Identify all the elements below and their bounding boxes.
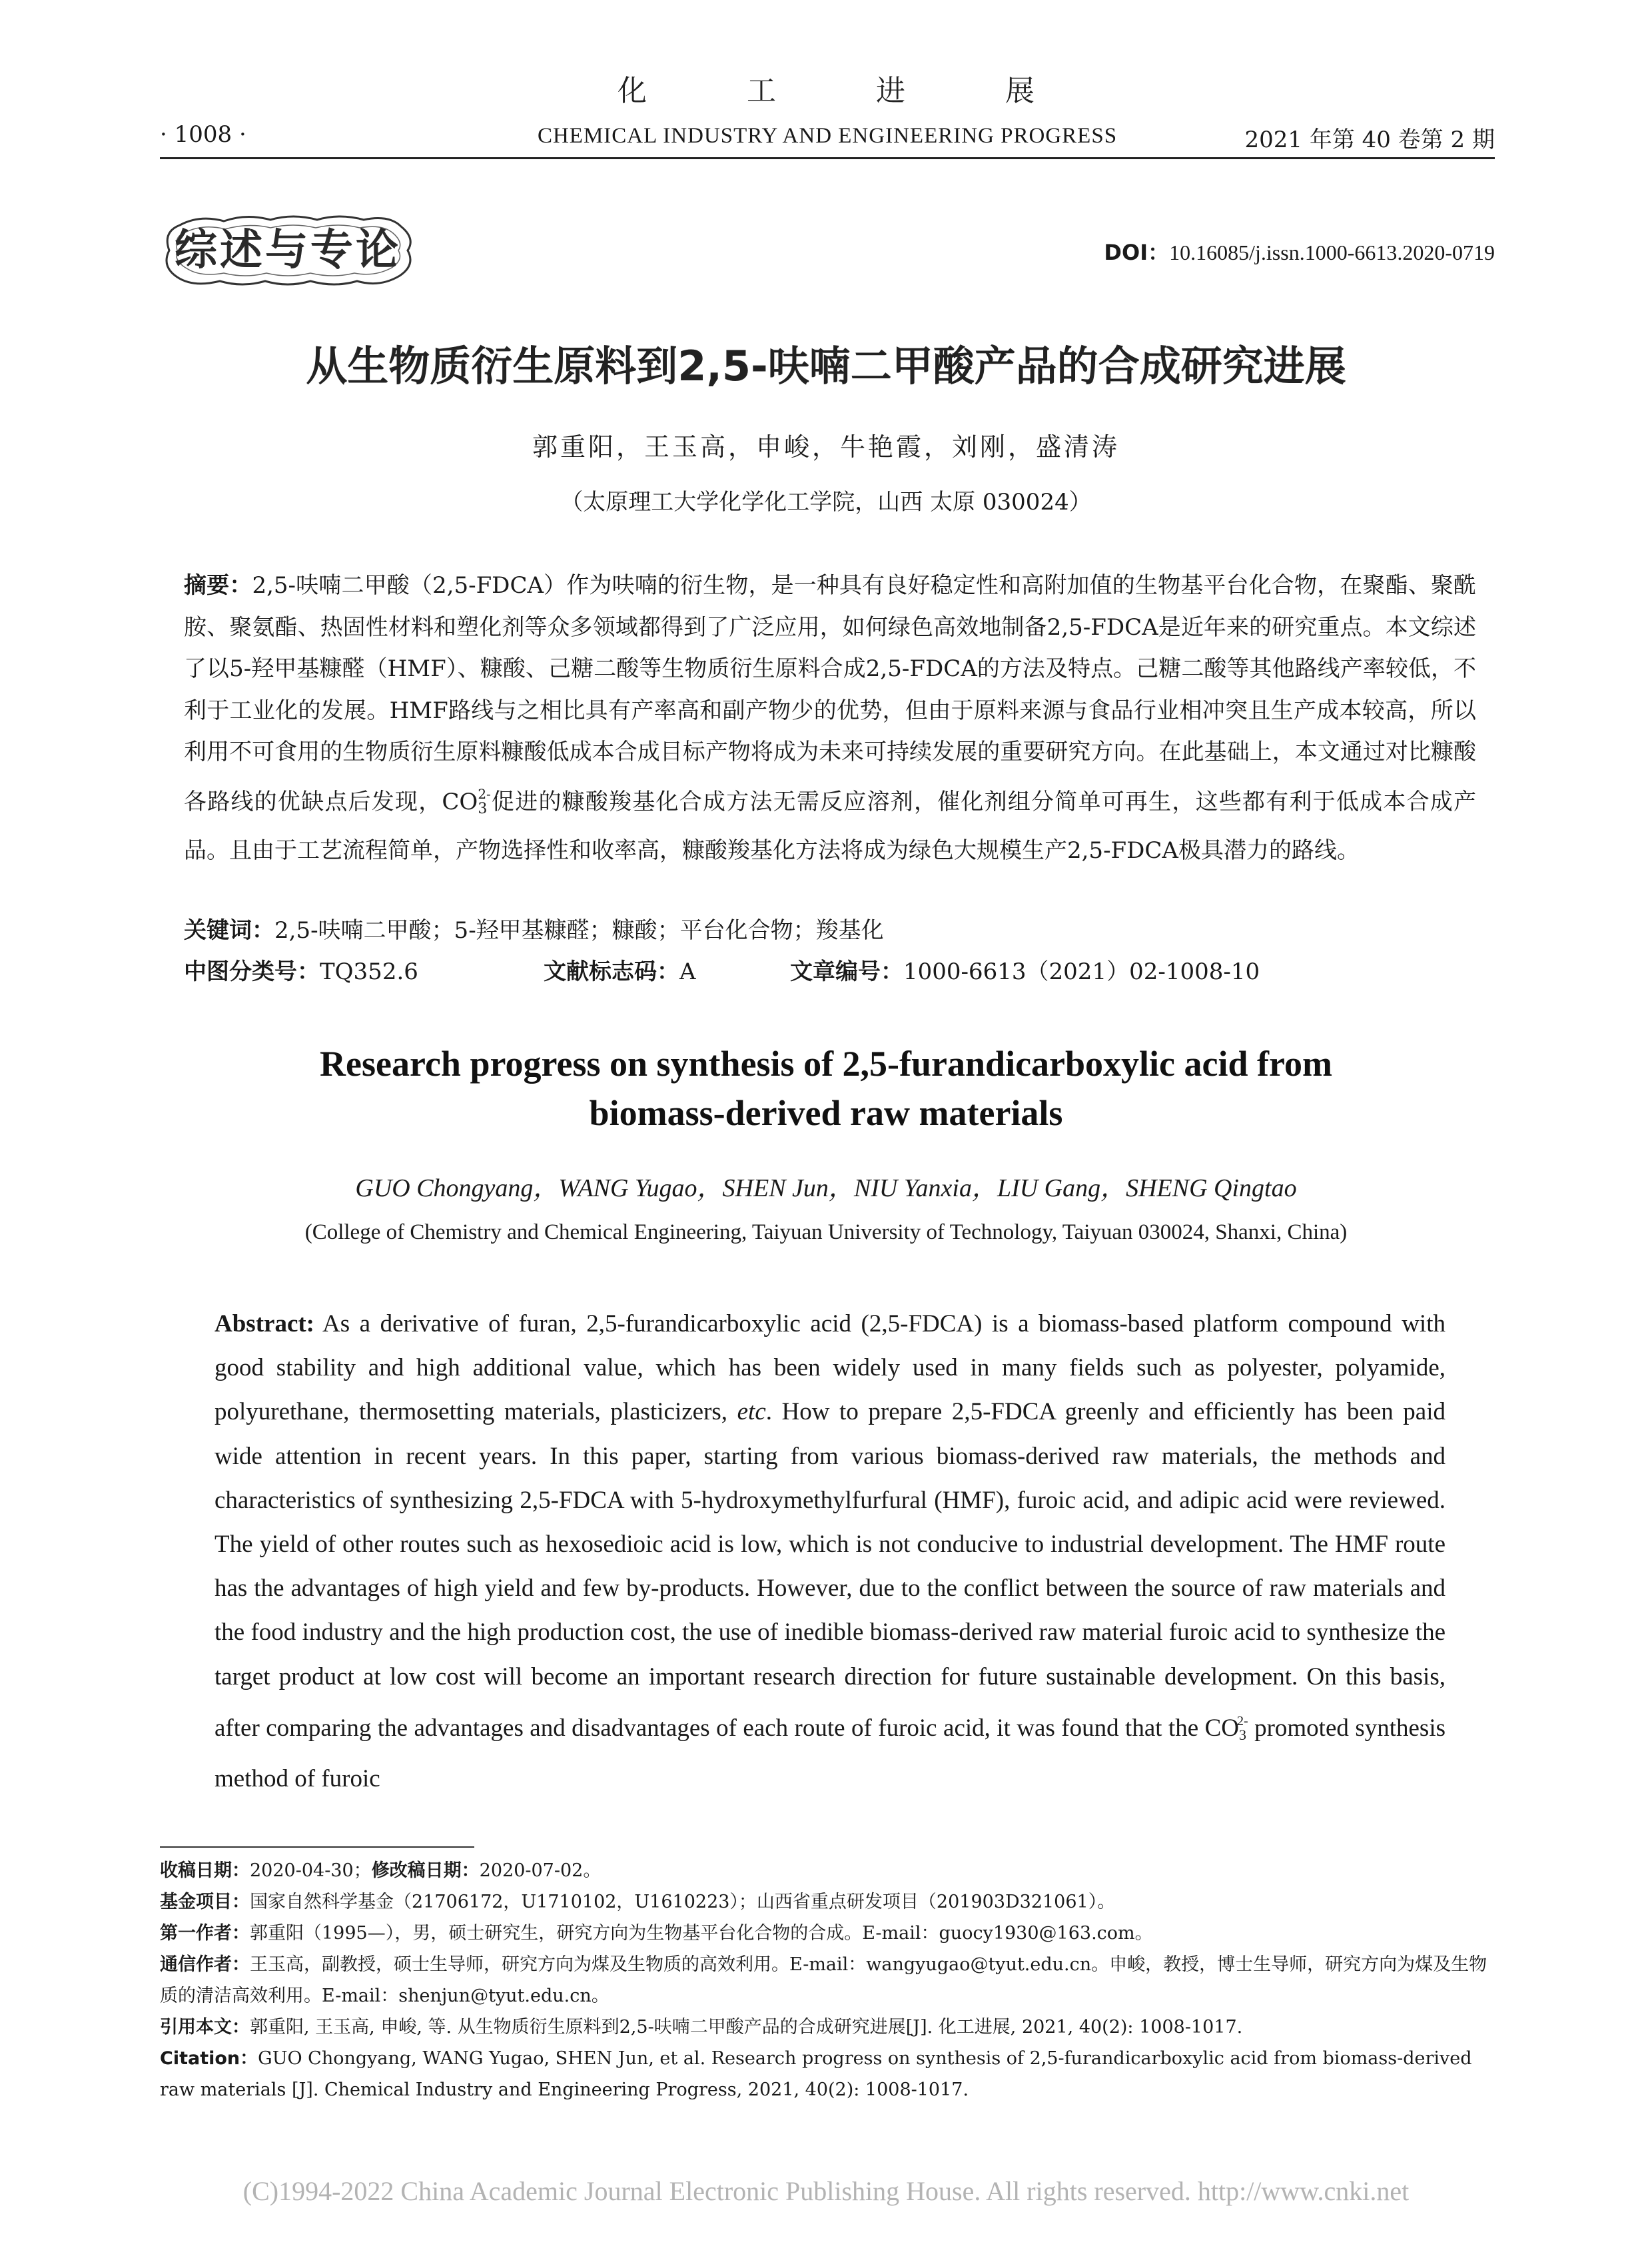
article-value: 1000-6613（2021）02-1008-10 <box>903 958 1260 985</box>
abstract-en <box>214 1302 1446 1801</box>
footnote-text: 郭重阳, 王玉高, 申峻, 等. 从生物质衍生原料到2,5-呋喃二甲酸产品的合成研究进展[J]. 化工进展, 2021, 40(2): 1008-1017. <box>250 2017 1243 2038</box>
footnote-label: 基金项目： <box>160 1892 250 1912</box>
footnote-label: 第一作者： <box>160 1923 250 1944</box>
keywords-label: 关键词： <box>184 917 274 944</box>
title-en-line-2: biomass-derived raw materials <box>589 1093 1063 1133</box>
abstract-en-text-1: As a derivative of furan, 2,5-furandicarboxylic acid (2,5-FDCA) is a biomass-based platform compound with good stability and high additional value, which has been widely used in many fields such as polyester, polyamide, polyurethane, thermosetting materials, plasticizers, <box>214 1310 1446 1426</box>
co3-sup-en: 2- <box>1236 1713 1248 1728</box>
abstract-en-text-3: promoted synthesis method of furoic <box>214 1714 1446 1793</box>
doi <box>1104 236 1495 266</box>
doc-value: A <box>679 958 696 985</box>
footnote-label: 引用本文： <box>160 2017 250 2038</box>
footnotes <box>160 1855 1495 2105</box>
footnote-text: 2020-04-30； <box>250 1860 372 1881</box>
affiliation-en: (College of Chemistry and Chemical Engineering, Taiyuan University of Technology, Taiyuan 030024, Shanxi, China) <box>304 1220 1348 1244</box>
co3-sub: 3 <box>478 800 488 817</box>
journal-name-en: CHEMICAL INDUSTRY AND ENGINEERING PROGRESS <box>537 124 1118 148</box>
abstract-en-etc: etc <box>737 1398 766 1426</box>
authors-cn: 郭重阳，王玉高，申峻，牛艳霞，刘刚，盛清涛 <box>532 432 1120 462</box>
co3-sub-en: 3 <box>1238 1726 1246 1743</box>
clc-label: 中图分类号： <box>184 958 320 985</box>
co3-main: CO <box>442 788 478 815</box>
keywords-cn <box>184 910 1476 952</box>
title-cn: 从生物质衍生原料到2,5-呋喃二甲酸产品的合成研究进展 <box>306 342 1346 390</box>
authors-en: GUO Chongyang，WANG Yugao，SHEN Jun，NIU Yanxia，LIU Gang，SHENG Qingtao <box>355 1174 1297 1202</box>
footnote-corresponding <box>160 1949 1495 2012</box>
footnote-label: 通信作者： <box>160 1954 250 1975</box>
footnote-label: 修改稿日期： <box>371 1860 480 1881</box>
title-en <box>0 1039 1652 1138</box>
doc-label: 文献标志码： <box>544 958 679 985</box>
running-header <box>160 121 1495 159</box>
co3-formula-en <box>1205 1714 1248 1742</box>
footnote-rule <box>160 1846 474 1848</box>
abstract-cn-label: 摘要： <box>184 572 252 599</box>
article-label: 文章编号： <box>790 958 903 985</box>
title-en-line-1: Research progress on synthesis of 2,5-furandicarboxylic acid from <box>320 1044 1332 1084</box>
page-number: · 1008 · <box>160 121 246 148</box>
footnote-text: 王玉高，副教授，硕士生导师，研究方向为煤及生物质的高效利用。E-mail：wangyugao@tyut.edu.cn。申峻，教授，博士生导师，研究方向为煤及生物质的清洁高效利用。E-mail：shenjun@tyut.edu.cn。 <box>160 1954 1487 2006</box>
footnote-text: 2020-07-02。 <box>479 1860 602 1881</box>
doi-value: 10.16085/j.issn.1000-6613.2020-0719 <box>1169 240 1495 264</box>
abstract-cn <box>184 565 1476 872</box>
document-code <box>544 951 696 992</box>
footnote-label: Citation： <box>160 2048 258 2069</box>
clc-value: TQ352.6 <box>320 958 418 985</box>
footnote-text: 郭重阳（1995—），男，硕士研究生，研究方向为生物基平台化合物的合成。E-mail：guocy1930@163.com。 <box>250 1923 1153 1944</box>
section-badge <box>160 212 416 289</box>
header-rule <box>160 157 1495 159</box>
co3-formula <box>442 785 491 817</box>
affiliation-cn: （太原理工大学化学化工学院，山西 太原 030024） <box>560 489 1092 516</box>
footnote-funding <box>160 1886 1495 1918</box>
footnote-cite-en <box>160 2043 1495 2105</box>
footnote-first-author <box>160 1918 1495 1949</box>
article-number <box>790 951 1260 992</box>
abstract-en-label: Abstract: <box>214 1310 315 1337</box>
footnote-cite-cn <box>160 2012 1495 2043</box>
abstract-en-text-2: . How to prepare 2,5-FDCA greenly and efficiently has been paid wide attention in recent years. In this paper, starting from various biomass-derived raw materials, the methods and characteristics of synthesizing 2,5-FDCA with 5-hydroxymethylfurfural (HMF), furoic acid, and adipic acid were reviewed. The yield of other routes such as hexosedioic acid is low, which is not conducive to industrial development. The HMF route has the advantages of high yield and few by-products. However, due to the conflict between the source of raw materials and the food industry and the high production cost, the use of inedible biomass-derived raw material furoic acid to synthesize the target product at low cost will become an important research direction for future sustainable development. On this basis, after comparing the advantages and disadvantages of each route of furoic acid, it was found that the <box>214 1398 1446 1742</box>
abstract-cn-text-2: 促进的糠酸羧基化合成方法无需反应溶剂，催化剂组分简单可再生，这些都有利于低成本合成产品。且由于工艺流程简单，产物选择性和收率高，糠酸羧基化方法将成为绿色大规模生产2,5-FDCA极具潜力的路线。 <box>184 788 1477 864</box>
section-badge-label: 综述与专论 <box>175 226 401 275</box>
doi-label: DOI： <box>1104 240 1170 265</box>
footnote-text: GUO Chongyang, WANG Yugao, SHEN Jun, et al. Research progress on synthesis of 2,5-furandicarboxylic acid from biomass-derived raw materials [J]. Chemical Industry and Engineering Progress, 2021, 40(2): 1008-1017. <box>160 2048 1472 2100</box>
journal-name-cn: 化 工 进 展 <box>618 74 1080 108</box>
abstract-cn-text-1: 2,5-呋喃二甲酸（2,5-FDCA）作为呋喃的衍生物，是一种具有良好稳定性和高附加值的生物基平台化合物，在聚酯、聚酰胺、聚氨酯、热固性材料和塑化剂等众多领域都得到了广泛应用，如何绿色高效地制备2,5-FDCA是近年来的研究重点。本文综述了以5-羟甲基糠醛（HMF）、糠酸、己糖二酸等生物质衍生原料合成2,5-FDCA的方法及特点。己糖二酸等其他路线产率较低，不利于工业化的发展。HMF路线与之相比具有产率高和副产物少的优势，但由于原料来源与食品行业相冲突且生产成本较高，所以利用不可食用的生物质衍生原料糠酸低成本合成目标产物将成为未来可持续发展的重要研究方向。在此基础上，本文通过对比糠酸各路线的优缺点后发现， <box>184 572 1477 815</box>
copyright-watermark: (C)1994-2022 China Academic Journal Electronic Publishing House. All rights reserved. http://www.cnki.net <box>242 2176 1410 2206</box>
volume-issue: 2021 年第 40 卷第 2 期 <box>1244 127 1495 153</box>
keywords-text: 2,5-呋喃二甲酸；5-羟甲基糠醛；糠酸；平台化合物；羧基化 <box>274 917 884 944</box>
clc-number <box>184 951 418 992</box>
classification <box>184 951 1476 992</box>
co3-sup: 2- <box>478 785 491 802</box>
co3-main-en: CO <box>1204 1714 1239 1742</box>
footnote-text: 国家自然科学基金（21706172，U1710102，U1610223）；山西省重点研发项目（201903D321061）。 <box>250 1892 1116 1912</box>
footnote-label: 收稿日期： <box>160 1860 250 1881</box>
footnote-dates <box>160 1855 1495 1886</box>
